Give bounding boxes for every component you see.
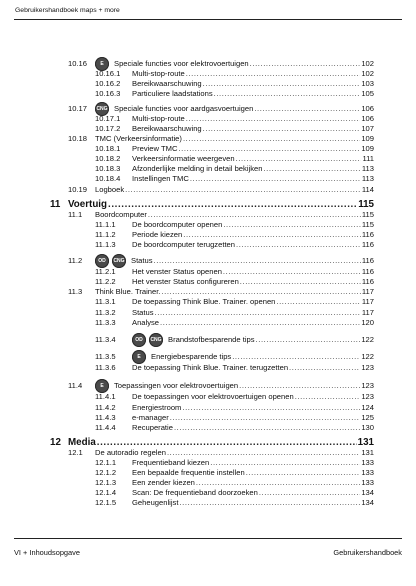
toc-page-number: 123 [361,392,374,401]
toc-entry-title: Frequentieband kiezen [132,458,210,467]
toc-entry-number: 12.1.4 [95,488,117,497]
toc-dot-leader [182,403,360,413]
toc-page-number: 117 [361,308,374,317]
toc-page-number: 133 [361,478,374,487]
toc-entry-title-wrap [132,413,169,423]
toc-entry-number: 11.1.1 [95,220,116,229]
toc-entry[interactable] [95,69,374,79]
toc-entry-title: De toepassing Think Blue. Trainer. terugzetten [132,363,289,372]
toc-entry-title-wrap [132,498,178,508]
toc-dot-leader [276,297,361,307]
toc-entry-number: 10.19 [68,185,88,194]
toc-entry-title-wrap [132,458,209,468]
toc-page-number: 115 [361,220,374,229]
toc-dot-leader [186,114,361,124]
toc-entry-title-wrap [132,478,195,488]
toc-entry-title: TMC (Verkeersinformatie) [95,134,182,143]
toc-dot-leader [295,392,361,402]
toc-page-number: 134 [361,488,374,497]
toc-entry[interactable] [95,423,374,433]
toc-entry-number: 10.17 [68,104,88,113]
toc-entry-title: Status [132,308,154,317]
toc-entry[interactable] [95,468,374,478]
toc-page-number: 116 [361,277,374,286]
toc-page-number: 116 [361,240,374,249]
toc-entry[interactable] [95,392,374,402]
toc-entry[interactable] [95,144,374,154]
toc-entry[interactable] [95,174,374,184]
toc-entry-title: De boordcomputer openen [132,220,223,229]
toc-entry-title-wrap [132,220,222,230]
toc-entry-number: 11.3.3 [95,318,116,327]
toc-entry[interactable] [95,79,374,89]
toc-entry-number: 11.3.2 [95,308,116,317]
toc-entry-title: De toepassingen voor elektrovoertuigen openen [132,392,294,401]
combustion-vehicle-icon: OD [132,333,146,347]
toc-entry-number: 11.2.2 [95,277,116,286]
toc-entry-title-wrap [95,448,166,458]
vehicle-type-icons [132,333,166,347]
footer-section-label: VI + Inhoudsopgave [14,548,80,557]
toc-entry-number: 11.2 [68,256,83,265]
toc-page-number: 122 [361,352,374,361]
toc-dot-leader [240,277,361,287]
toc-page-number: 115 [358,199,374,210]
toc-entry-number: 11.4.4 [95,423,116,432]
toc-entry-number: 11.4.2 [95,403,116,412]
toc-dot-leader [148,210,361,220]
toc-entry[interactable] [68,448,374,458]
toc-entry-title-wrap [132,297,275,307]
toc-page-number: 102 [361,69,374,78]
toc-dot-leader [239,381,360,391]
toc-entry[interactable] [95,308,374,318]
toc-entry[interactable] [95,267,374,277]
footer-rule [14,538,402,539]
toc-page-number: 113 [361,174,374,183]
toc-entry[interactable] [68,256,374,266]
toc-dot-leader [203,79,361,89]
toc-entry-number: 10.16.3 [95,89,121,98]
toc-entry-number: 10.16 [68,59,88,68]
toc-dot-leader [232,352,360,362]
toc-entry[interactable] [95,297,374,307]
toc-entry-title-wrap [132,468,245,478]
toc-entry-title: Voertuig [68,199,108,210]
toc-entry-title-wrap [132,174,189,184]
toc-dot-leader [186,69,361,79]
toc-page-number: 133 [361,458,374,467]
toc-entry-title: Verkeersinformatie weergeven [132,154,235,163]
toc-page-number: 134 [361,498,374,507]
toc-entry[interactable] [95,154,374,164]
toc-entry-title: Speciale functies voor aardgasvoertuigen [114,104,254,113]
toc-entry-number: 11.4.3 [95,413,116,422]
toc-entry-title-wrap [132,363,288,373]
toc-entry-title-wrap [132,114,185,124]
toc-entry-title: Speciale functies voor elektrovoertuigen [114,59,249,68]
toc-entry-number: 11.1 [68,210,83,219]
toc-page-number: 107 [361,124,374,133]
toc-entry-number: 12.1.1 [95,458,117,467]
toc-entry-title-wrap [132,392,294,402]
toc-entry-number: 12.1.5 [95,498,117,507]
cng-vehicle-icon: CNG [95,102,109,116]
toc-entry-number: 10.18.4 [95,174,121,183]
toc-entry-number: 10.18 [68,134,88,143]
toc-entry-title: Media [68,437,96,448]
toc-dot-leader [250,59,361,69]
toc-dot-leader [223,220,361,230]
toc-entry-title: Het venster Status configureren [132,277,239,286]
toc-entry[interactable] [95,164,374,174]
toc-page-number: 103 [361,79,374,88]
toc-entry-title-wrap [132,124,202,134]
toc-entry-title: Een zender kiezen [132,478,195,487]
toc-page-number: 123 [361,381,374,390]
toc-entry-title-wrap [95,254,153,268]
toc-dot-leader [178,144,360,154]
toc-entry[interactable] [95,277,374,287]
cng-vehicle-icon: CNG [149,333,163,347]
toc-entry[interactable] [68,185,374,195]
toc-entry-title: Afzonderlijke melding in detail bekijken [132,164,263,173]
toc-page-number: 130 [361,423,374,432]
toc-entry-number: 11.3.6 [95,363,116,372]
toc-entry[interactable] [95,240,374,250]
toc-entry-title-wrap [132,144,177,154]
vehicle-type-icons [95,379,112,393]
toc-entry-title-wrap [132,488,258,498]
toc-entry-title: Geheugenlijst [132,498,179,507]
toc-entry-title-wrap [95,379,238,393]
toc-entry-title-wrap [132,154,235,164]
toc-entry-number: 11 [50,199,61,210]
toc-dot-leader [256,335,361,345]
toc-entry-number: 10.18.1 [95,144,121,153]
toc-entry-title-wrap [132,333,255,347]
toc-entry-title: Analyse [132,318,160,327]
electric-vehicle-icon: E [95,379,109,393]
toc-page-number: 114 [361,185,374,194]
toc-entry-title-wrap [132,89,213,99]
toc-entry-title: Bereikwaarschuwing [132,79,202,88]
toc-entry[interactable] [95,114,374,124]
toc-entry[interactable] [95,230,374,240]
toc-entry-number: 10.18.2 [95,154,121,163]
toc-dot-leader [254,104,360,114]
toc-page-number: 133 [361,468,374,477]
toc-page-number: 131 [357,437,374,448]
toc-entry[interactable] [68,287,374,297]
toc-entry-title: Preview TMC [132,144,178,153]
toc-dot-leader [170,413,361,423]
toc-entry-number: 10.18.3 [95,164,121,173]
toc-page-number: 117 [361,297,374,306]
toc-dot-leader [161,287,360,297]
toc-entry-title-wrap [132,230,182,240]
toc-entry-title: Instellingen TMC [132,174,189,183]
toc-page-number: 116 [361,267,374,276]
toc-entry[interactable] [95,363,374,373]
toc-entry-title: Particuliere laadstations [132,89,213,98]
toc-entry[interactable] [68,210,374,220]
toc-entry-number: 12.1.3 [95,478,117,487]
toc-entry[interactable] [95,318,374,328]
toc-page-number: 117 [361,287,374,296]
toc-entry-title: Toepassingen voor elektrovoertuigen [114,381,239,390]
toc-entry-title: Think Blue. Trainer. [95,287,161,296]
toc-page-number: 109 [361,134,374,143]
toc-page-number: 125 [361,413,374,422]
toc-entry-title: Energiestroom [132,403,182,412]
toc-entry[interactable] [95,352,374,362]
toc-page-number: 120 [361,318,374,327]
toc-entry[interactable] [68,381,374,391]
toc-page-number: 102 [361,59,374,68]
toc-dot-leader [236,154,362,164]
cng-vehicle-icon: CNG [112,254,126,268]
toc-page-number: 109 [361,144,374,153]
toc-dot-leader [174,423,360,433]
toc-entry-number: 11.3 [68,287,83,296]
toc-entry-title: Multi-stop-route [132,69,185,78]
toc-entry[interactable] [95,488,374,498]
toc-dot-leader [289,363,360,373]
toc-entry[interactable] [68,59,374,69]
toc-page-number: 115 [361,210,374,219]
toc-entry-number: 10.16.2 [95,79,121,88]
toc-dot-leader [154,256,361,266]
toc-dot-leader [190,174,361,184]
toc-entry-title: Het venster Status openen [132,267,222,276]
toc-entry[interactable] [95,89,374,99]
toc-dot-leader [214,89,361,99]
toc-entry-title: e-manager [132,413,169,422]
toc-entry-title-wrap [132,164,262,174]
toc-entry-number: 10.17.2 [95,124,121,133]
toc-entry[interactable] [95,458,374,468]
toc-dot-leader [210,458,360,468]
toc-entry-number: 11.1.2 [95,230,116,239]
toc-entry[interactable] [68,104,374,114]
toc-page-number: 122 [361,335,374,344]
toc-dot-leader [259,488,361,498]
toc-dot-leader [125,185,361,195]
toc-dot-leader [236,240,361,250]
toc-entry-title-wrap [95,185,124,195]
running-header: Gebruikershandboek maps + more [15,7,120,14]
toc-entry-title-wrap [95,210,147,220]
toc-page-number: 116 [361,230,374,239]
toc-entry-number: 11.4.1 [95,392,116,401]
toc-entry-number: 11.3.5 [95,352,116,361]
toc-entry-title: Recuperatie [132,423,173,432]
toc-entry-title: De boordcomputer terugzetten [132,240,235,249]
toc-entry-number: 11.2.1 [95,267,116,276]
toc-page-number: 124 [361,403,374,412]
combustion-vehicle-icon: OD [95,254,109,268]
toc-dot-leader [263,164,360,174]
toc-entry-number: 11.4 [68,381,83,390]
toc-entry-title: Status [131,256,153,265]
toc-dot-leader [203,124,361,134]
toc-entry-title: Scan: De frequentieband doorzoeken [132,488,258,497]
toc-entry-number: 10.17.1 [95,114,121,123]
toc-entry-number: 12.1 [68,448,83,457]
toc-entry-title: Boordcomputer [95,210,147,219]
toc-entry-number: 11.1.3 [95,240,116,249]
toc-entry-title-wrap [132,277,239,287]
toc-entry-title: Een bepaalde frequentie instellen [132,468,245,477]
toc-page-number: 106 [361,104,374,113]
toc-page-number: 111 [362,154,374,163]
toc-page-number: 106 [361,114,374,123]
toc-entry-title: Multi-stop-route [132,114,185,123]
footer-manual-label: Gebruikershandboek [333,548,402,557]
toc-entry[interactable] [95,220,374,230]
toc-entry-title: Logboek [95,185,125,194]
toc-dot-leader [196,478,360,488]
toc-entry-number: 12.1.2 [95,468,117,477]
toc-entry-number: 11.3.1 [95,297,116,306]
toc-entry[interactable] [68,134,374,144]
toc-entry-title: De toepassing Think Blue. Trainer. openen [132,297,276,306]
toc-entry-title-wrap [132,69,185,79]
toc-entry-title: Brandstofbesparende tips [168,335,255,344]
toc-entry-number: 10.16.1 [95,69,121,78]
toc-page-number: 113 [361,164,374,173]
toc-entry-title-wrap [132,318,159,328]
toc-entry-title-wrap [132,403,181,413]
electric-vehicle-icon: E [132,350,146,364]
toc-dot-leader [155,308,361,318]
toc-entry-title-wrap [132,423,173,433]
toc-entry-number: 12 [50,437,61,448]
toc-page-number: 105 [361,89,374,98]
toc-page-number: 116 [361,256,374,265]
vehicle-type-icons [95,254,129,268]
toc-dot-leader [183,134,360,144]
toc-entry-title-wrap [132,79,202,89]
toc-entry[interactable] [95,413,374,423]
toc-dot-leader [179,498,360,508]
toc-entry-title: Energiebesparende tips [151,352,232,361]
toc-entry[interactable] [95,124,374,134]
toc-dot-leader [167,448,360,458]
toc-entry-title-wrap [95,287,160,297]
toc-entry-title: Periode kiezen [132,230,183,239]
toc-page-number: 123 [361,363,374,372]
toc-entry-title-wrap [132,240,235,250]
toc-entry[interactable] [95,478,374,488]
toc-entry[interactable] [95,498,374,508]
toc-entry-title: Bereikwaarschuwing [132,124,202,133]
toc-entry-number: 11.3.4 [95,335,116,344]
toc-entry-title-wrap [132,308,154,318]
toc-entry-title-wrap [132,267,222,277]
electric-vehicle-icon: E [95,57,109,71]
vehicle-type-icons [132,350,149,364]
toc-entry-title-wrap [95,134,182,144]
toc-page-number: 131 [361,448,374,457]
toc-entry-title-wrap [132,350,231,364]
toc-entry[interactable] [95,403,374,413]
toc-dot-leader [223,267,361,277]
toc-dot-leader [246,468,361,478]
toc-entry-title: De autoradio regelen [95,448,166,457]
toc-dot-leader [160,318,360,328]
toc-entry[interactable] [95,335,374,345]
toc-dot-leader [183,230,361,240]
